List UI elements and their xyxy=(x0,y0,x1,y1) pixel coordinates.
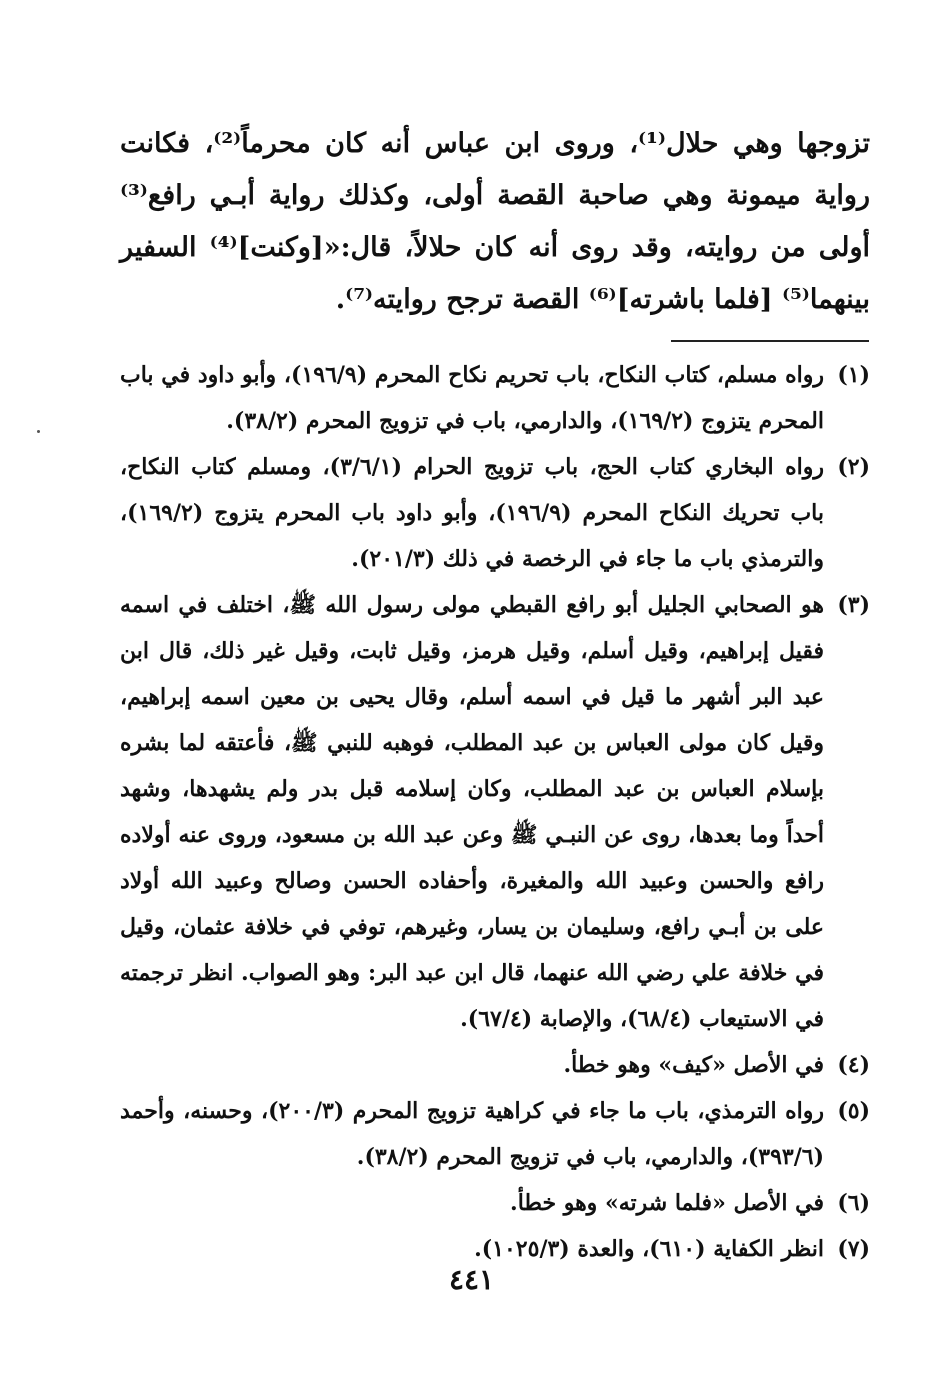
footnote-number: (٣) xyxy=(837,592,870,618)
footnote-number: (٦) xyxy=(837,1190,870,1216)
footnote-number: (٢) xyxy=(837,454,870,480)
footnote-text: في الأصل «كيف» وهو خطأ. xyxy=(563,1052,824,1078)
footnote-2 xyxy=(120,444,870,582)
main-text-block xyxy=(120,118,870,326)
footnote-text: رواه مسلم، كتاب النكاح، باب تحريم نكاح المحرم (١٩٦/٩)، وأبو داود في باب المحرم يتزوج (١٦٩/٢)، والدارمي، باب في تزويج المحرم (٣٨/٢). xyxy=(120,362,825,434)
footnote-text: في الأصل «فلما شرته» وهو خطأ. xyxy=(510,1190,824,1216)
footnote-separator xyxy=(671,340,869,342)
footnote-number: (٧) xyxy=(837,1236,870,1262)
footnote-3 xyxy=(120,582,870,1042)
main-paragraph: تزوجها وهي حلال⁽¹⁾، وروى ابن عباس أنه كان محرماً⁽²⁾، فكانت رواية ميمونة وهي صاحبة القصة أولى، وكذلك رواية أبـي رافع⁽³⁾ أولى من روايته، وقد روى أنه كان حلالاً، قال:«[وكنت]⁽⁴⁾ السفير بينهما⁽⁵⁾ [فلما باشرته]⁽⁶⁾ القصة ترجح روايته⁽⁷⁾. xyxy=(120,128,870,315)
footnote-5 xyxy=(120,1088,870,1180)
footnote-1 xyxy=(120,352,870,444)
footnotes-section xyxy=(120,352,870,1272)
footnote-4 xyxy=(120,1042,870,1088)
footnote-text: انظر الكفاية (٦١٠)، والعدة (١٠٢٥/٣). xyxy=(474,1236,824,1262)
footnote-text: رواه البخاري كتاب الحج، باب تزويج الحرام (٣/٦/١)، ومسلم كتاب النكاح، باب تحريك النكاح المحرم (١٩٦/٩)، وأبو داود باب المحرم يتزوج (١٦٩/٢)، والترمذي باب ما جاء في الرخصة في ذلك (٢٠١/٣). xyxy=(120,454,825,572)
footnote-number: (١) xyxy=(837,362,870,388)
footnote-number: (٤) xyxy=(837,1052,870,1078)
footnote-6 xyxy=(120,1180,870,1226)
scan-speck xyxy=(37,430,40,433)
footnote-text: هو الصحابي الجليل أبو رافع القبطي مولى رسول الله ﷺ، اختلف في اسمه فقيل إبراهيم، وقيل أسلم، وقيل هرمز، وقيل ثابت، وقيل غير ذلك، قال ابن عبد البر أشهر ما قيل في اسمه أسلم، وقال يحيى بن معين اسمه إبراهيم، وقيل كان مولى العباس بن عبد المطلب، فوهبه للنبي ﷺ، فأعتقه لما بشره بإسلام العباس بن عبد المطلب، وكان إسلامه قبل بدر ولم يشهدها، وشهد أحداً وما بعدها، روى عن النبـي ﷺ وعن عبد الله بن مسعود، وروى عنه أولاده رافع والحسن وعبيد الله والمغيرة، وأحفاده الحسن وصالح وعبيد الله أولاد على بن أبـي رافع، وسليمان بن يسار، وغيرهم، توفي في خلافة عثمان، وقيل في خلافة علي رضي الله عنهما، قال ابن عبد البر: وهو الصواب. انظر ترجمته في الاستيعاب (٦٨/٤)، والإصابة (٦٧/٤). xyxy=(120,592,824,1032)
page-number: ٤٤١ xyxy=(448,1263,495,1296)
footnote-text: رواه الترمذي، باب ما جاء في كراهية تزويج المحرم (٢٠٠/٣)، وحسنه، وأحمد (٣٩٣/٦)، والدارمي، باب في تزويج المحرم (٣٨/٢). xyxy=(120,1098,824,1170)
footnote-number: (٥) xyxy=(837,1098,870,1124)
